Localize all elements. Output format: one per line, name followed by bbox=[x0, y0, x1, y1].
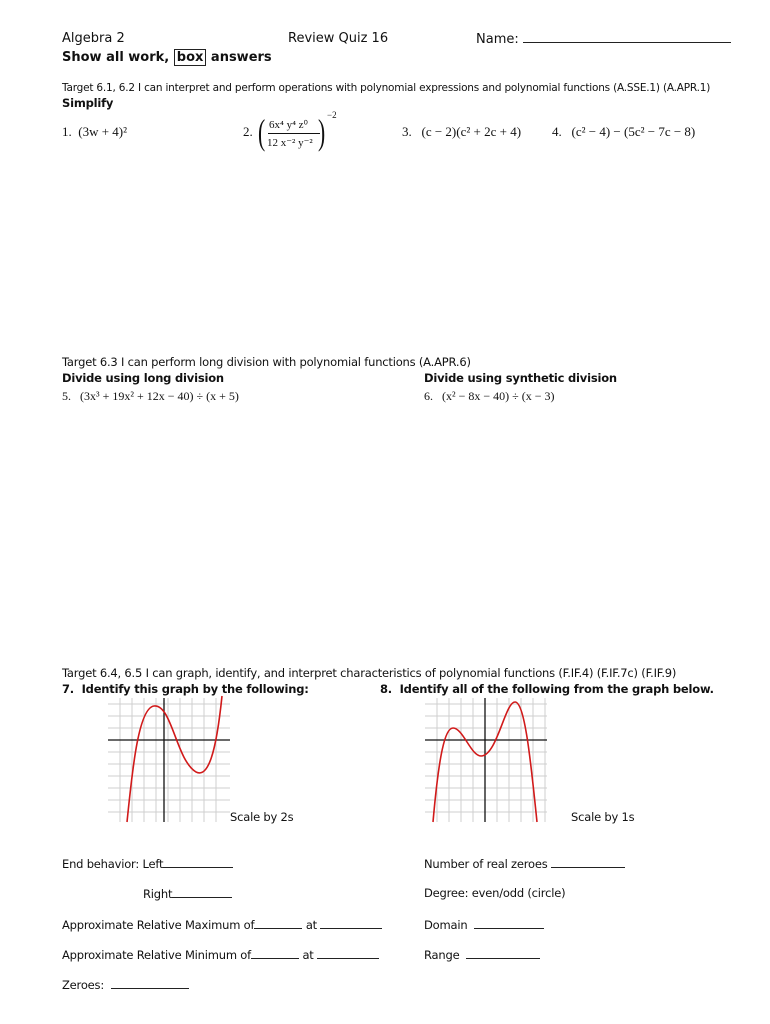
simplify-heading: Simplify bbox=[62, 96, 114, 110]
problem-6: 6. (x² − 8x − 40) ÷ (x − 3) bbox=[424, 389, 555, 403]
fraction-bar bbox=[268, 133, 320, 134]
question-8: 8. Identify all of the following from the graph below. bbox=[380, 682, 714, 696]
relative-min-field[interactable]: Approximate Relative Minimum of at bbox=[62, 947, 379, 962]
domain-label: Domain bbox=[424, 918, 468, 932]
target-6-4: Target 6.4, 6.5 I can graph, identify, and interpret characteristics of polynomial functions (F.IF.4) (F.IF.7c) (F.IF.9) bbox=[62, 666, 677, 680]
relative-max-at-line bbox=[320, 917, 382, 929]
problem-1: 1. (3w + 4)² bbox=[62, 124, 128, 139]
range-line bbox=[466, 947, 540, 959]
right-label: Right bbox=[143, 887, 173, 901]
relative-max-line bbox=[254, 917, 302, 929]
zeroes-field[interactable] bbox=[62, 977, 189, 992]
problem-2-expression: ( 6x⁴ y⁴ z⁰ 12 x⁻² y⁻² ) −2 bbox=[258, 110, 337, 152]
fraction-numerator: 6x⁴ y⁴ z⁰ bbox=[269, 119, 308, 131]
problem-4-expression: (c² − 4) − (5c² − 7c − 8) bbox=[571, 124, 696, 139]
relative-min-line bbox=[251, 947, 299, 959]
range-field[interactable] bbox=[424, 947, 540, 962]
domain-line bbox=[474, 917, 544, 929]
graph-7-curve bbox=[127, 696, 222, 822]
relative-max-field[interactable]: Approximate Relative Maximum of at bbox=[62, 917, 382, 932]
problem-4: 4. (c² − 4) − (5c² − 7c − 8) bbox=[552, 124, 696, 139]
scale-right: Scale by 1s bbox=[571, 810, 635, 824]
name-field[interactable] bbox=[476, 31, 731, 47]
outer-exponent: −2 bbox=[327, 110, 337, 120]
question-7: 7. Identify this graph by the following: bbox=[62, 682, 309, 696]
problem-3: 3. (c − 2)(c² + 2c + 4) bbox=[402, 124, 522, 139]
end-behavior-right-line bbox=[172, 886, 232, 898]
num-zeroes-label: Number of real zeroes bbox=[424, 857, 548, 871]
box-word: box bbox=[174, 49, 207, 66]
graph-7-grid bbox=[108, 698, 230, 822]
graph-7 bbox=[108, 694, 232, 824]
course-title: Algebra 2 bbox=[62, 31, 125, 46]
problem-3-expression: (c − 2)(c² + 2c + 4) bbox=[421, 124, 522, 139]
instructions: Show all work, box answers bbox=[62, 50, 272, 65]
range-label: Range bbox=[424, 948, 460, 962]
end-behavior-right-field[interactable] bbox=[143, 886, 232, 901]
domain-field[interactable] bbox=[424, 917, 544, 932]
relative-max-label: Approximate Relative Maximum of bbox=[62, 918, 255, 932]
quiz-title: Review Quiz 16 bbox=[288, 31, 389, 46]
end-behavior-left-line bbox=[163, 856, 233, 868]
end-behavior-label: End behavior: Left bbox=[62, 857, 164, 871]
target-6-1: Target 6.1, 6.2 I can interpret and perform operations with polynomial expressions and polynomial functions (A.SSE.1) (A.APR.1) bbox=[62, 82, 711, 94]
fraction-denominator: 12 x⁻² y⁻² bbox=[267, 137, 313, 149]
synthetic-division-heading: Divide using synthetic division bbox=[424, 371, 617, 385]
problem-1-expression: (3w + 4)² bbox=[78, 124, 128, 139]
scale-left: Scale by 2s bbox=[230, 810, 294, 824]
relative-min-label: Approximate Relative Minimum of bbox=[62, 948, 251, 962]
degree-field[interactable]: Degree: even/odd (circle) bbox=[424, 886, 566, 900]
long-division-heading: Divide using long division bbox=[62, 371, 224, 385]
relative-min-at-line bbox=[317, 947, 379, 959]
target-6-3: Target 6.3 I can perform long division with polynomial functions (A.APR.6) bbox=[62, 355, 471, 369]
num-zeroes-field[interactable] bbox=[424, 856, 625, 871]
problem-5-expression: (3x³ + 19x² + 12x − 40) ÷ (x + 5) bbox=[80, 389, 239, 403]
graph-8-grid bbox=[425, 698, 547, 822]
problem-2-number: 2. bbox=[243, 124, 253, 139]
problem-6-expression: (x² − 8x − 40) ÷ (x − 3) bbox=[442, 389, 555, 403]
zeroes-label: Zeroes: bbox=[62, 978, 105, 992]
problem-5: 5. (3x³ + 19x² + 12x − 40) ÷ (x + 5) bbox=[62, 389, 239, 403]
name-label: Name: bbox=[476, 32, 519, 47]
zeroes-line bbox=[111, 977, 189, 989]
graph-8 bbox=[425, 694, 549, 824]
name-line bbox=[523, 31, 731, 43]
num-zeroes-line bbox=[551, 856, 625, 868]
end-behavior-left-field[interactable] bbox=[62, 856, 233, 871]
